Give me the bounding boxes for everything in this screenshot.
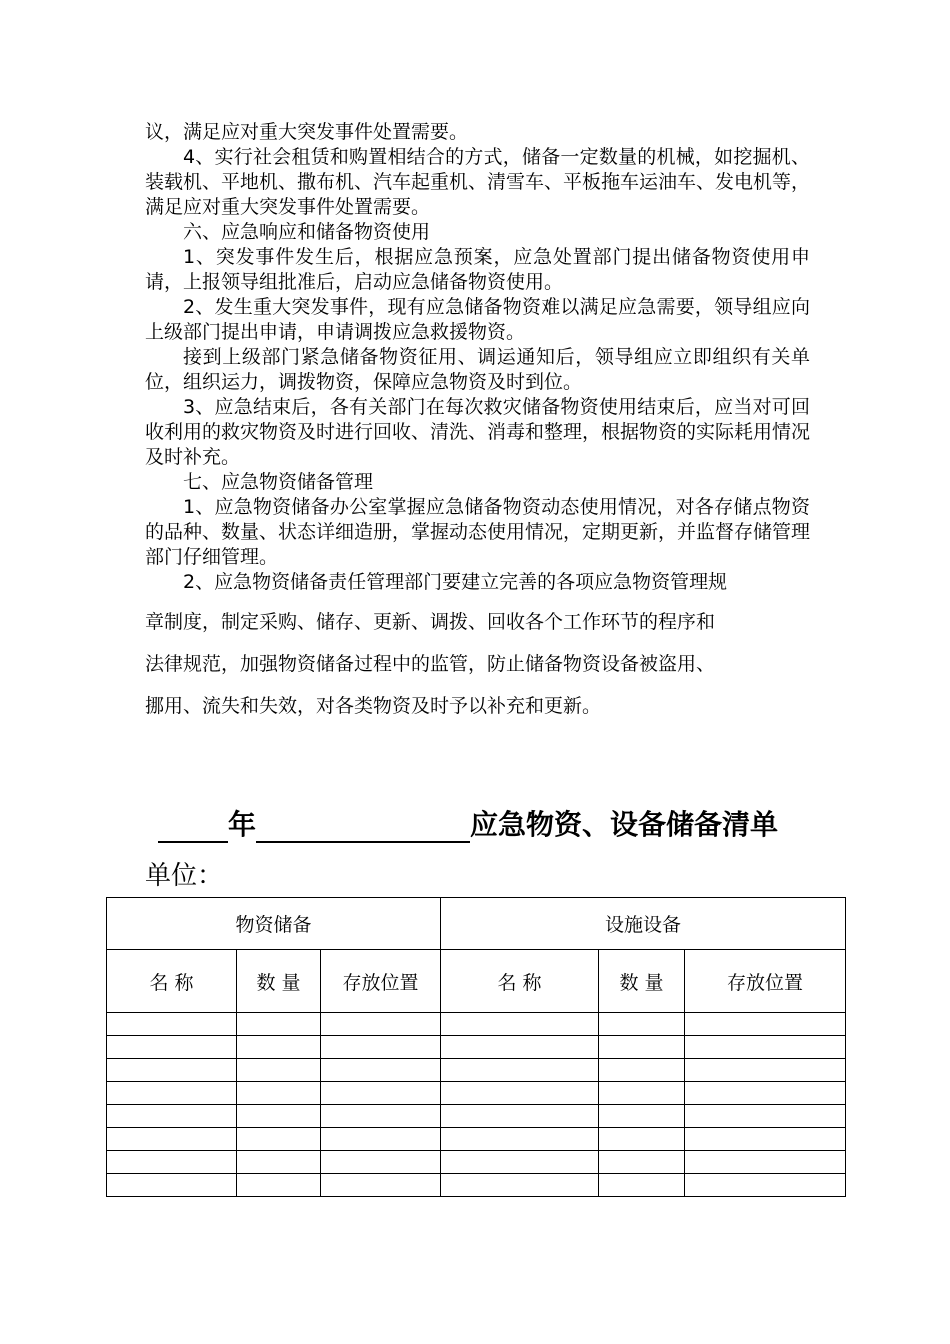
- table-cell[interactable]: [321, 1128, 441, 1151]
- table-cell[interactable]: [441, 1082, 599, 1105]
- table-cell[interactable]: [107, 1059, 237, 1082]
- table-cell[interactable]: [685, 1059, 846, 1082]
- paragraph-line: 法律规范，加强物资储备过程中的监管，防止储备物资设备被盗用、: [145, 653, 716, 675]
- table-cell[interactable]: [237, 1082, 321, 1105]
- table-cell[interactable]: [237, 1013, 321, 1036]
- table-cell[interactable]: [321, 1082, 441, 1105]
- table-row: [107, 1174, 846, 1197]
- table-row: [107, 1082, 846, 1105]
- title-suffix: 应急物资、设备储备清单: [470, 808, 779, 841]
- paragraph: 1、突发事件发生后，根据应急预案，应急处置部门提出储备物资使用申请，上报领导组批准后，启动应急储备物资使用。: [145, 246, 810, 293]
- paragraph-line: 章制度，制定采购、储存、更新、调拨、回收各个工作环节的程序和: [145, 611, 716, 633]
- document-body: [145, 120, 810, 727]
- table-cell[interactable]: [685, 1013, 846, 1036]
- paragraph: 1、应急物资储备办公室掌握应急储备物资动态使用情况，对各存储点物资的品种、数量、状态详细造册，掌握动态使用情况，定期更新，并监督存储管理部门仔细管理。: [145, 496, 811, 568]
- col-header-location: 存放位置: [685, 950, 846, 1013]
- table-cell[interactable]: [107, 1151, 237, 1174]
- table-row: [107, 1151, 846, 1174]
- table-cell[interactable]: [685, 1174, 846, 1197]
- table-cell[interactable]: [599, 1013, 685, 1036]
- table-cell[interactable]: [237, 1059, 321, 1082]
- table-cell[interactable]: [441, 1013, 599, 1036]
- unit-label: 单位：: [145, 861, 224, 891]
- table-row: [107, 1105, 846, 1128]
- table-cell[interactable]: [599, 1082, 685, 1105]
- group-header-materials: 物资储备: [107, 898, 441, 950]
- table-row: [107, 1059, 846, 1082]
- table-cell[interactable]: [321, 1013, 441, 1036]
- paragraph: 2、发生重大突发事件，现有应急储备物资难以满足应急需要，领导组应向上级部门提出申请，申请调拨应急救援物资。: [145, 296, 810, 343]
- table-cell[interactable]: [321, 1036, 441, 1059]
- paragraph: 六、应急响应和储备物资使用: [183, 221, 431, 243]
- org-blank: [256, 811, 470, 843]
- table-cell[interactable]: [599, 1128, 685, 1151]
- inventory-table: [106, 897, 846, 1197]
- table-cell[interactable]: [321, 1059, 441, 1082]
- col-header-name: 名 称: [441, 950, 599, 1013]
- group-header-row: [107, 898, 846, 950]
- table-cell[interactable]: [599, 1151, 685, 1174]
- table-cell[interactable]: [237, 1151, 321, 1174]
- table-cell[interactable]: [441, 1128, 599, 1151]
- table-cell[interactable]: [107, 1082, 237, 1105]
- table-cell[interactable]: [685, 1036, 846, 1059]
- table-cell[interactable]: [685, 1151, 846, 1174]
- table-cell[interactable]: [107, 1174, 237, 1197]
- table-cell[interactable]: [599, 1036, 685, 1059]
- table-cell[interactable]: [107, 1105, 237, 1128]
- table-cell[interactable]: [599, 1059, 685, 1082]
- table-cell[interactable]: [441, 1059, 599, 1082]
- paragraph: 议，满足应对重大突发事件处置需要。: [145, 121, 469, 143]
- column-header-row: [107, 950, 846, 1013]
- table-cell[interactable]: [441, 1105, 599, 1128]
- table-cell[interactable]: [237, 1128, 321, 1151]
- table-cell[interactable]: [685, 1128, 846, 1151]
- table-row: [107, 1013, 846, 1036]
- table-cell[interactable]: [599, 1105, 685, 1128]
- col-header-name: 名 称: [107, 950, 237, 1013]
- col-header-location: 存放位置: [321, 950, 441, 1013]
- table-cell[interactable]: [441, 1174, 599, 1197]
- table-cell[interactable]: [441, 1036, 599, 1059]
- wide-paragraph-lines: [145, 601, 810, 727]
- table-cell[interactable]: [237, 1174, 321, 1197]
- paragraph-line: 挪用、流失和失效，对各类物资及时予以补充和更新。: [145, 695, 602, 717]
- group-header-equipment: 设施设备: [441, 898, 846, 950]
- table-cell[interactable]: [107, 1013, 237, 1036]
- page-title: [158, 803, 778, 843]
- paragraph: 七、应急物资储备管理: [183, 471, 374, 493]
- table-cell[interactable]: [237, 1036, 321, 1059]
- paragraph: 4、实行社会租赁和购置相结合的方式，储备一定数量的机械，如挖掘机、装载机、平地机、撒布机、汽车起重机、清雪车、平板拖车运油车、发电机等，满足应对重大突发事件处置需要。: [145, 146, 811, 218]
- table-cell[interactable]: [321, 1105, 441, 1128]
- table-cell[interactable]: [321, 1151, 441, 1174]
- table-cell[interactable]: [321, 1174, 441, 1197]
- col-header-quantity: 数 量: [237, 950, 321, 1013]
- year-label: 年: [228, 808, 257, 841]
- table-row: [107, 1036, 846, 1059]
- table-cell[interactable]: [107, 1036, 237, 1059]
- table-cell[interactable]: [685, 1082, 846, 1105]
- year-blank: [158, 811, 228, 843]
- table-cell[interactable]: [107, 1128, 237, 1151]
- paragraph: 2、应急物资储备责任管理部门要建立完善的各项应急物资管理规: [183, 571, 728, 593]
- paragraph-list: [145, 120, 810, 595]
- table-cell[interactable]: [441, 1151, 599, 1174]
- col-header-quantity: 数 量: [599, 950, 685, 1013]
- table-row: [107, 1128, 846, 1151]
- table-cell[interactable]: [237, 1105, 321, 1128]
- paragraph: 接到上级部门紧急储备物资征用、调运通知后，领导组应立即组织有关单位，组织运力，调拨物资，保障应急物资及时到位。: [145, 346, 810, 393]
- table-cell[interactable]: [599, 1174, 685, 1197]
- paragraph: 3、应急结束后，各有关部门在每次救灾储备物资使用结束后，应当对可回收利用的救灾物资及时进行回收、清洗、消毒和整理，根据物资的实际耗用情况及时补充。: [145, 396, 811, 468]
- table-cell[interactable]: [685, 1105, 846, 1128]
